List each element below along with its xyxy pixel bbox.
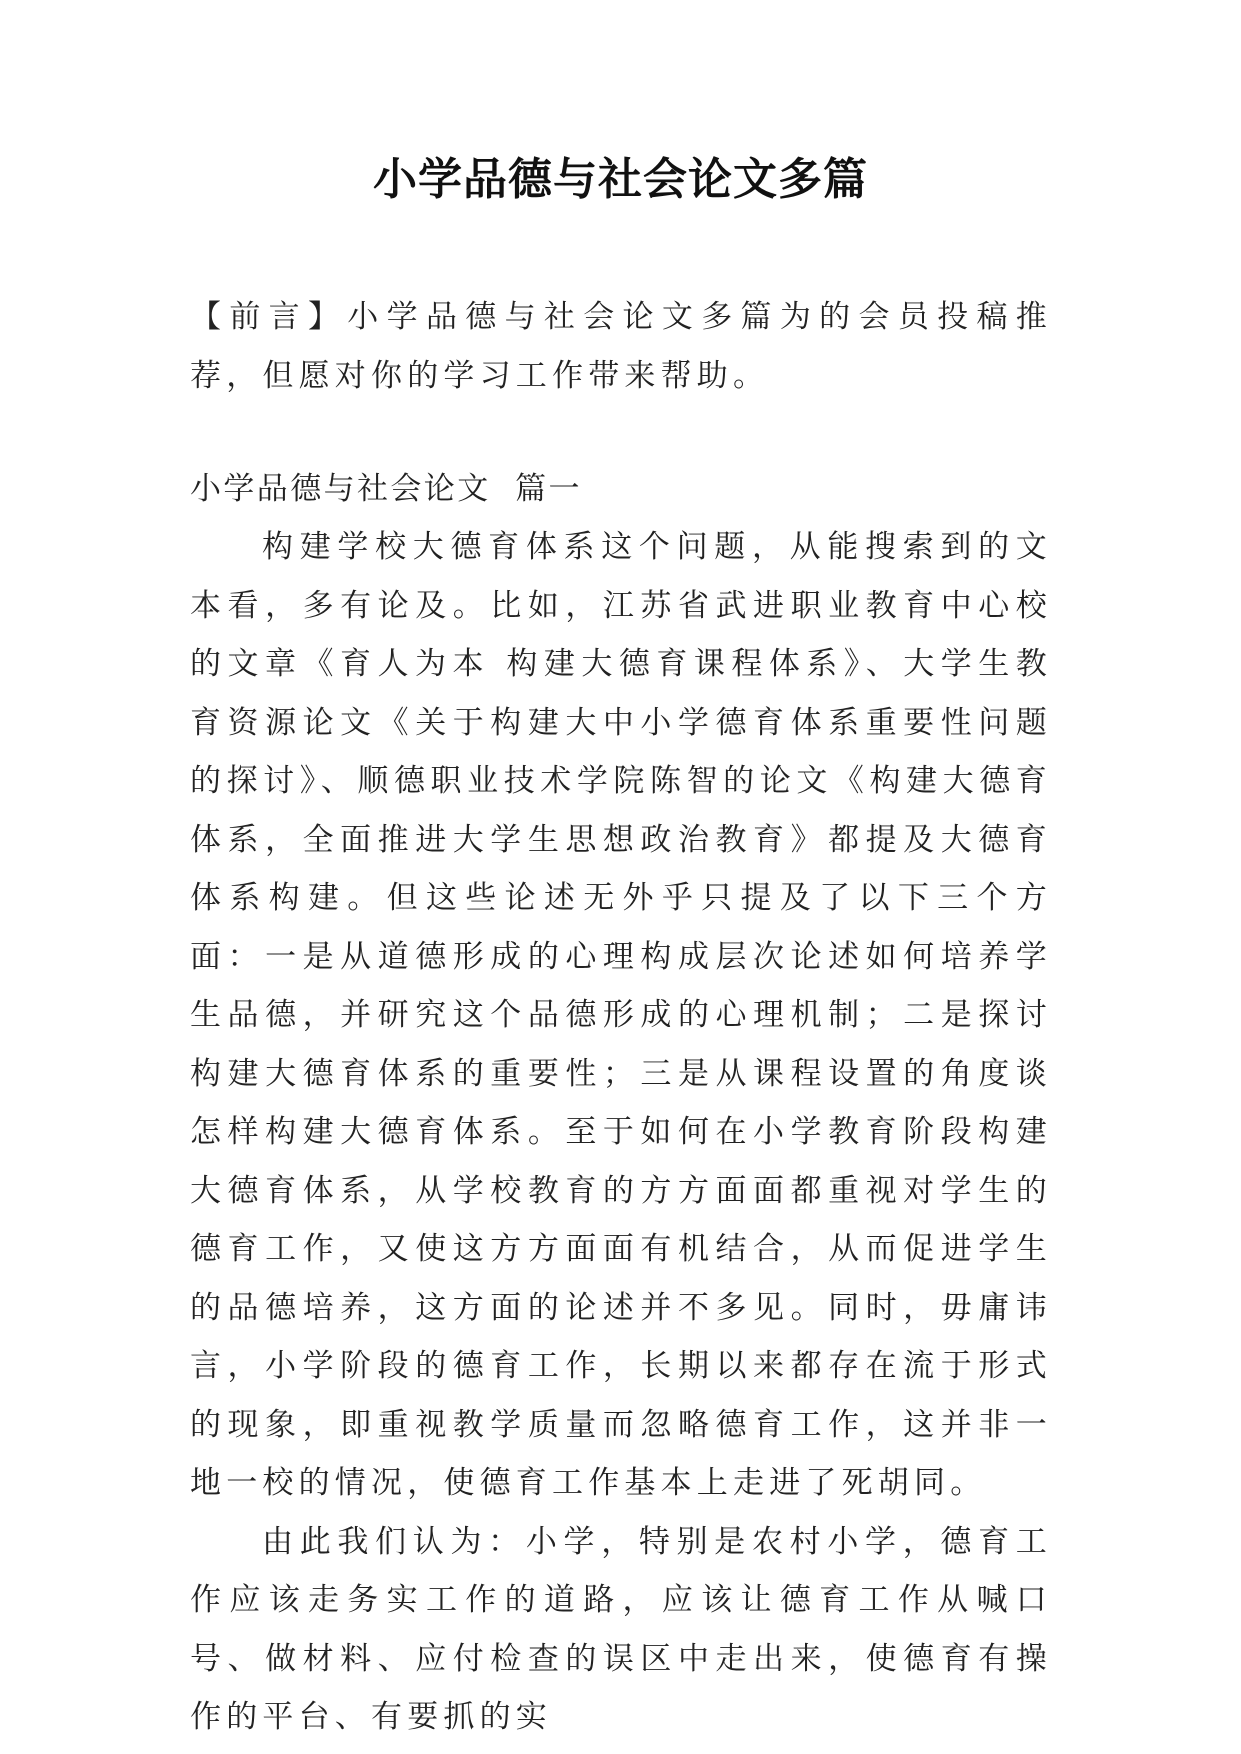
article-body bbox=[190, 518, 1052, 1747]
article-paragraph: 构建学校大德育体系这个问题，从能搜索到的文本看，多有论及。比如，江苏省武进职业教育中心校的文章《育人为本 构建大德育课程体系》、大学生教育资源论文《关于构建大中小学德育体系重要性问题的探讨》、顺德职业技术学院陈智的论文《构建大德育体系，全面推进大学生思想政治教育》都提及大德育体系构建。但这些论述无外乎只提及了以下三个方面：一是从道德形成的心理构成层次论述如何培养学生品德，并研究这个品德形成的心理机制；二是探讨构建大德育体系的重要性；三是从课程设置的角度谈怎样构建大德育体系。至于如何在小学教育阶段构建大德育体系，从学校教育的方方面面都重视对学生的德育工作，又使这方方面面有机结合，从而促进学生的品德培养，这方面的论述并不多见。同时，毋庸讳言，小学阶段的德育工作，长期以来都存在流于形式的现象，即重视教学质量而忽略德育工作，这并非一地一校的情况，使德育工作基本上走进了死胡同。 bbox=[190, 529, 1052, 1501]
section-heading: 小学品德与社会论文 篇一 bbox=[190, 471, 582, 507]
preface-paragraph: 【前言】小学品德与社会论文多篇为的会员投稿推荐，但愿对你的学习工作带来帮助。 bbox=[190, 299, 1052, 394]
document-title: 小学品德与社会论文多篇 bbox=[373, 154, 868, 205]
article-paragraph: 由此我们认为：小学，特别是农村小学，德育工作应该走务实工作的道路，应该让德育工作从喊口号、做材料、应付检查的误区中走出来，使德育有操作的平台、有要抓的实 bbox=[190, 1523, 1052, 1735]
